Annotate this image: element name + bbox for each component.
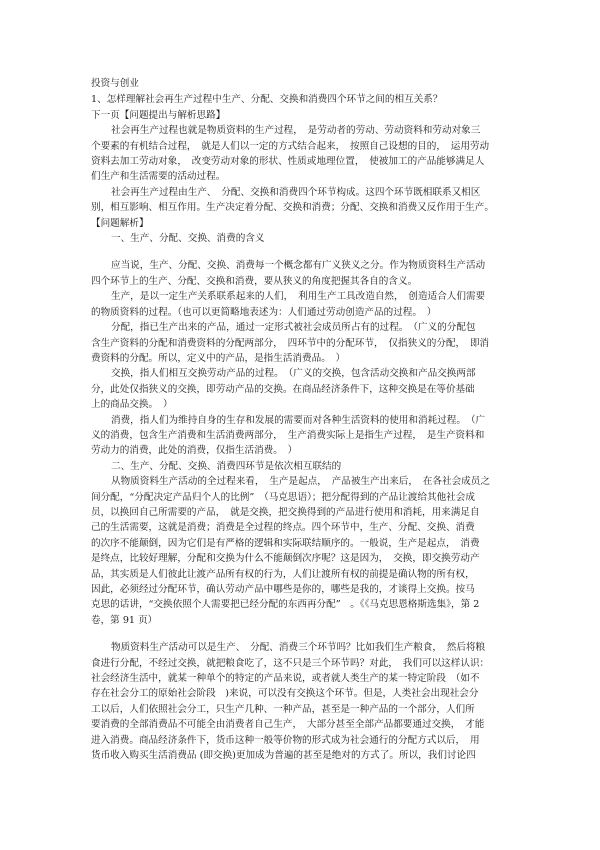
paragraph-5	[91, 320, 515, 366]
paragraph-line: 因此，必须经过分配环节，确认劳动产品中哪些是你的，哪些是我的，才谈得上交换。按马	[91, 584, 475, 595]
paragraph-line: 从物质资料生产活动的全过程来看， 生产是起点， 产品被生产出来后， 在各社会成员之	[111, 476, 490, 488]
paragraph-line: 是终点，比较好理解，分配和交换为什么不能颠倒次序呢？这是因为， 交换，即交换劳动产	[91, 553, 480, 565]
paragraph-line: 社会经济生活中，就某一种单个的特定的产品来说，或者就人类生产的某一特定阶段 （如不	[91, 673, 480, 685]
paragraph-line: 克思的话讲，“交换依照个人需要把已经分配的东西再分配” 。《《马克思恩格斯选集》，第 2	[91, 599, 480, 611]
paragraph-6	[91, 366, 515, 412]
paragraph-1	[91, 123, 515, 185]
paragraph-line: 卷，第 91 页）	[91, 614, 158, 626]
paragraph-line: 的物质资料的过程。（也可以更简略地表述为：人们通过劳动创造产品的过程。 ）	[91, 306, 437, 318]
paragraph-line: 己的生活需要，这就是消费；消费是全过程的终点。四个环节中，生产、分配、交换、消费	[91, 522, 475, 534]
paragraph-line: 含生产资料的分配和消费资料的分配两部分， 四环节中的分配环节， 仅指狭义的分配， 即消	[91, 337, 490, 349]
paragraph-line: 义的消费，包含生产消费和生活消费两部分， 生产消费实际上是指生产过程， 是生产资料和	[91, 429, 485, 441]
paragraph-line: 工以后，人们依照社会分工，只生产几种、一种产品，甚至是一种产品的一个部分，人们所	[91, 703, 475, 715]
spacer	[91, 246, 515, 258]
paragraph-line: 社会再生产过程也就是物质资料的生产过程， 是劳动者的劳动、劳动资料和劳动对象三	[111, 125, 481, 137]
paragraph-line: 应当说，生产、分配、交换、消费每一个概念都有广义狭义之分。作为物质资料生产活动	[111, 260, 486, 272]
paragraph-line: 要消费的全部消费品不可能全由消费者自己生产， 大部分甚至全部产品都要通过交换， 才能	[91, 719, 485, 731]
paragraph-9	[91, 640, 515, 763]
spacer	[91, 628, 515, 640]
paragraph-line: 个要素的有机结合过程， 就是人们以一定的方式结合起来， 按照自己设想的目的， 运用劳动	[91, 140, 490, 152]
paragraph-line: 品，其实质是人们彼此让渡产品所有权的行为，人们让渡所有权的前提是确认物的所有权，	[91, 568, 475, 580]
paragraph-line: 们生产和生活需要的活动过程。	[91, 171, 226, 183]
paragraph-line: 员，以换回自己所需要的产品， 就是交换，把交换得到的产品进行使用和消耗，用来满足自	[91, 506, 480, 518]
paragraph-line: 生产，是以一定生产关系联系起来的人们， 利用生产工具改造自然， 创造适合人们需要	[111, 291, 486, 303]
paragraph-7	[91, 413, 515, 459]
next-page-link[interactable]: 下一页【问题提出与解析思路】	[91, 109, 226, 121]
paragraph-line: 的次序不能颠倒，因为它们是有严格的逻辑和实际联结顺序的。一般说，生产是起点， 消费	[91, 537, 480, 549]
paragraph-line: 劳动力的消费，此处的消费，仅指生活消费。 ）	[91, 445, 298, 457]
section-heading-2: 二、生产、分配、交换、消费四环节是依次相互联结的	[111, 460, 342, 472]
paragraph-line: 消费，指人们为维持自身的生存和发展的需要而对各种生活资料的使用和消耗过程。 （广	[111, 414, 486, 426]
paragraph-line: 别，相互影响、相互作用。生产决定着分配、交换和消费；分配、交换和消费又反作用于生产。	[91, 202, 494, 214]
document-body	[91, 76, 515, 763]
paragraph-line: 存在社会分工的原始社会阶段 )来说，可以没有交换这个环节。但是，人类社会出现社会分	[91, 688, 479, 700]
paragraph-line: 费资料的分配。所以，定义中的产品，是指生活消费品。 ）	[91, 352, 346, 364]
paragraph-line: 货币收入购买生活消费品 (即交换)更加成为普遍的甚至是绝对的方式了。所以，我们讨论四	[91, 750, 476, 762]
paragraph-line: 社会再生产过程由生产、 分配、交换和消费四个环节构成。这四个环节既相联系又相区	[111, 186, 481, 198]
section-heading-1: 一、生产、分配、交换、消费的含义	[111, 233, 265, 245]
paragraph-line: 物质资料生产活动可以是生产、 分配、消费三个环节吗？比如我们生产粮食， 然后将粮	[111, 642, 486, 654]
paragraph-line: 【问题解析】	[91, 217, 149, 229]
doc-header: 投资与创业	[91, 78, 139, 89]
paragraph-line: 上的商品交换。 ）	[91, 399, 173, 411]
paragraph-line: 食进行分配，不经过交换，就把粮食吃了，这不只是三个环节吗？对此， 我们可以这样认识：	[91, 657, 490, 669]
paragraph-line: 分配，指已生产出来的产品，通过一定形式被社会成员所占有的过程。 （广义的分配包	[111, 322, 476, 334]
paragraph-8	[91, 474, 515, 628]
paragraph-2	[91, 185, 515, 231]
paragraph-3	[91, 258, 515, 289]
paragraph-4	[91, 289, 515, 320]
paragraph-line: 交换，指人们相互交换劳动产品的过程。 （广义的交换，包含活动交换和产品交换两部	[111, 368, 476, 380]
paragraph-line: 四个环节上的生产、分配、交换和消费，要从狭义的角度把握其各自的含义。	[91, 275, 418, 287]
paragraph-line: 进入消费。商品经济条件下，货币这种一般等价物的形式成为社会通行的分配方式以后， 用	[91, 734, 480, 746]
paragraph-line: 资料去加工劳动对象， 改变劳动对象的形状、性质或地理位置， 使被加工的产品能够满足人	[91, 156, 485, 168]
paragraph-line: 间分配，“分配决定产品归个人的比例” （马克思语）；把分配得到的产品让渡给其他社会成	[91, 491, 475, 503]
question-heading: 1、怎样理解社会再生产过程中生产、分配、交换和消费四个环节之间的相互关系？	[91, 94, 443, 106]
paragraph-line: 分，此处仅指狭义的交换，即劳动产品的交换。在商品经济条件下，这种交换是在等价基础	[91, 383, 475, 395]
